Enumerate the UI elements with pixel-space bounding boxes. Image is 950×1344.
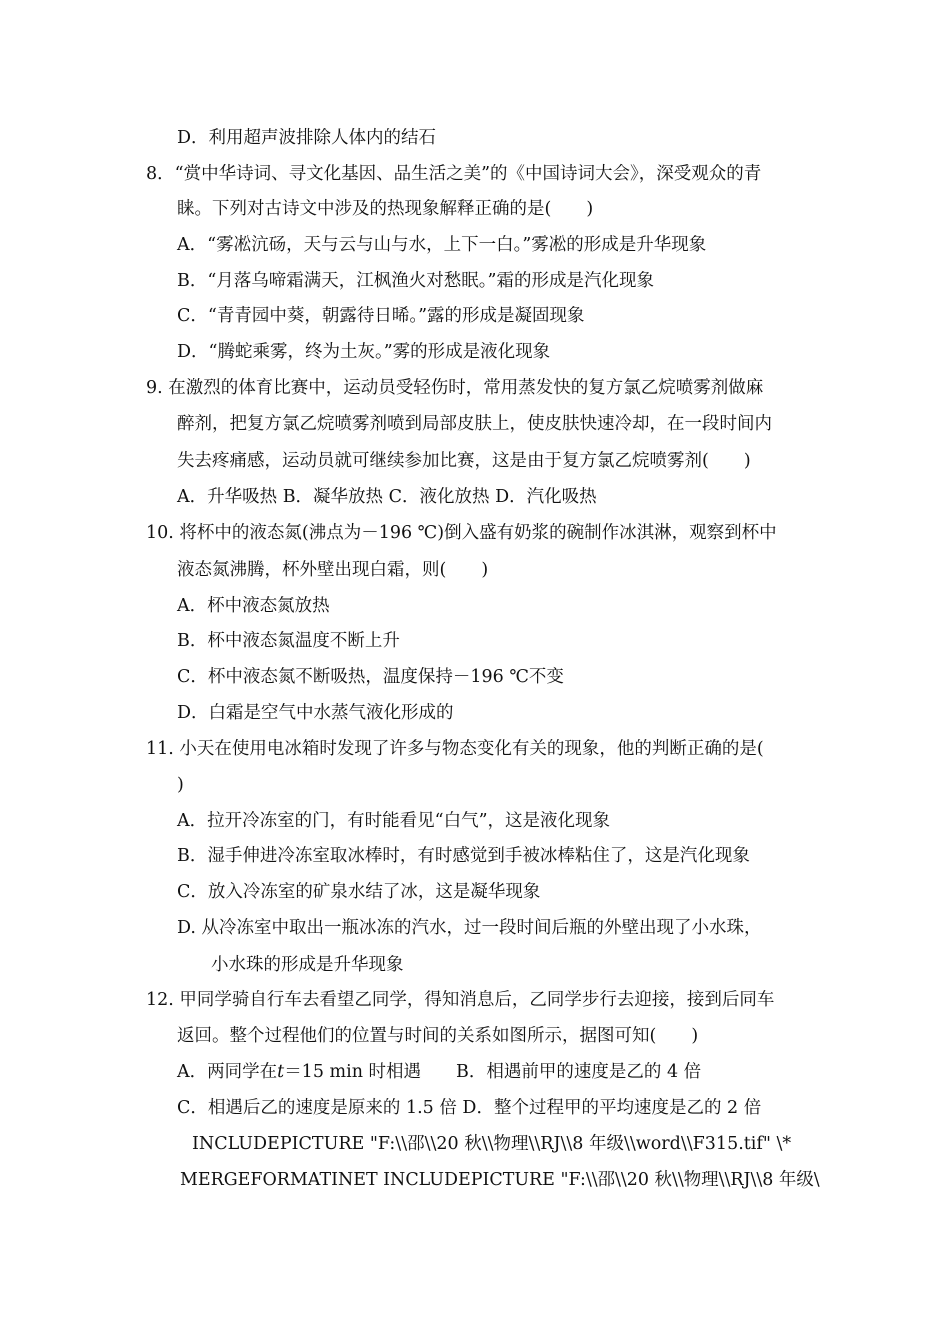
field-code-line-1: INCLUDEPICTURE "F:\\邵\\20 秋\\物理\\RJ\\8 年级\\word\\F315.tif" \*	[192, 1134, 792, 1154]
q9-stem-line-2: 醉剂，把复方氯乙烷喷雾剂喷到局部皮肤上，使皮肤快速冷却，在一段时间内	[177, 414, 772, 434]
q10-stem-line-1: 10. 将杯中的液态氮(沸点为－196 ℃)倒入盛有奶浆的碗制作冰淇淋，观察到杯中	[146, 523, 777, 543]
q12-stem-line-2: 返回。整个过程他们的位置与时间的关系如图所示，据图可知( )	[177, 1026, 699, 1046]
q10-option-c: C．杯中液态氮不断吸热，温度保持－196 ℃不变	[177, 667, 564, 687]
q10-option-a: A．杯中液态氮放热	[177, 596, 330, 616]
q11-option-d-line-1: D. 从冷冻室中取出一瓶冰冻的汽水，过一段时间后瓶的外壁出现了小水珠，	[177, 918, 762, 938]
q12-option-a-prefix: A．两同学在	[177, 1062, 278, 1082]
q11-stem-line-1: 11. 小天在使用电冰箱时发现了许多与物态变化有关的现象，他的判断正确的是(	[146, 739, 764, 759]
q8-option-b: B．“月落乌啼霜满天，江枫渔火对愁眠。”霜的形成是汽化现象	[177, 271, 655, 291]
q10-stem-line-2: 液态氮沸腾，杯外壁出现白霜，则( )	[177, 560, 489, 580]
q12-stem-line-1: 12. 甲同学骑自行车去看望乙同学，得知消息后，乙同学步行去迎接，接到后同车	[146, 990, 775, 1010]
q9-stem-line-3: 失去疼痛感，运动员就可继续参加比赛，这是由于复方氯乙烷喷雾剂( )	[177, 451, 751, 471]
q9-stem-line-1: 9. 在激烈的体育比赛中，运动员受轻伤时，常用蒸发快的复方氯乙烷喷雾剂做麻	[146, 378, 764, 398]
q12-options-ab	[177, 1060, 701, 1084]
q8-option-c: C．“青青园中葵，朝露待日晞。”露的形成是凝固现象	[177, 306, 585, 326]
q8-stem-line-2: 睐。下列对古诗文中涉及的热现象解释正确的是( )	[177, 199, 594, 219]
q11-option-c: C．放入冷冻室的矿泉水结了冰，这是凝华现象	[177, 882, 541, 902]
q10-option-b: B．杯中液态氮温度不断上升	[177, 631, 400, 651]
field-code-line-2: MERGEFORMATINET INCLUDEPICTURE "F:\\邵\\20 秋\\物理\\RJ\\8 年级\	[180, 1170, 820, 1190]
q10-option-d: D．白霜是空气中水蒸气液化形成的	[177, 703, 454, 723]
q12-time-variable: t	[277, 1062, 285, 1082]
q12-option-a-suffix: ＝15 min 时相遇 B．相遇前甲的速度是乙的 4 倍	[284, 1062, 702, 1082]
q11-option-b: B．湿手伸进冷冻室取冰棒时，有时感觉到手被冰棒粘住了，这是汽化现象	[177, 846, 750, 866]
q11-stem-line-2: )	[177, 775, 184, 795]
q8-stem-line-1: 8．“赏中华诗词、寻文化基因、品生活之美”的《中国诗词大会》，深受观众的青	[146, 164, 762, 184]
q8-option-a: A．“雾凇沆砀，天与云与山与水，上下一白。”雾凇的形成是升华现象	[177, 235, 707, 255]
q8-option-d: D．“腾蛇乘雾，终为土灰。”雾的形成是液化现象	[177, 342, 551, 362]
q11-option-a: A．拉开冷冻室的门，有时能看见“白气”，这是液化现象	[177, 811, 611, 831]
q9-options: A．升华吸热 B．凝华放热 C．液化放热 D．汽化吸热	[177, 487, 597, 507]
q12-options-cd: C．相遇后乙的速度是原来的 1.5 倍 D．整个过程甲的平均速度是乙的 2 倍	[177, 1098, 762, 1118]
q11-option-d-line-2: 小水珠的形成是升华现象	[211, 955, 404, 975]
q7-option-d: D．利用超声波排除人体内的结石	[177, 128, 437, 148]
